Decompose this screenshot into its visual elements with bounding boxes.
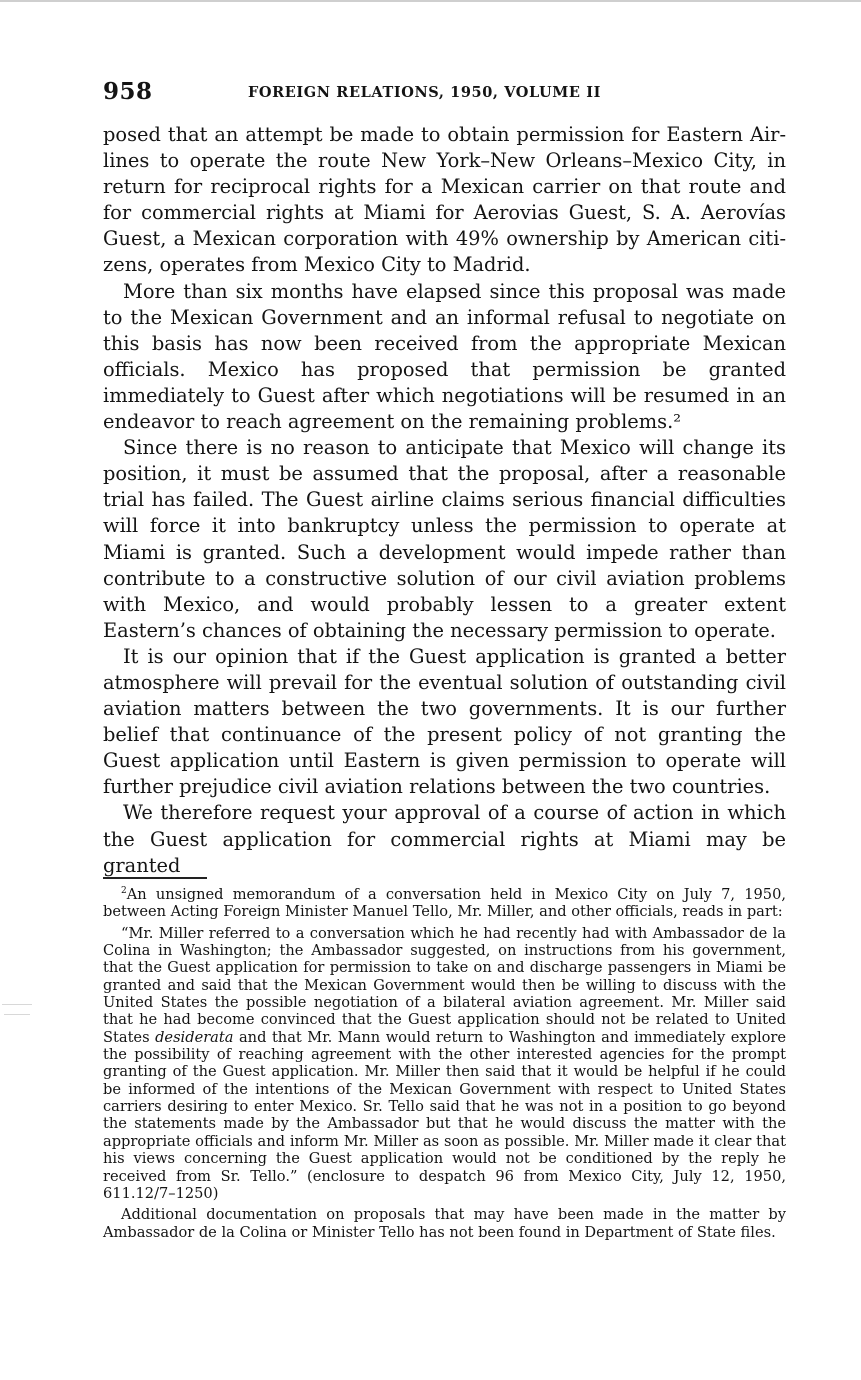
footnote-quote-part-2: and that Mr. Mann would return to Washington and immediately explore the possibility of reaching agreement with the other interested agencies for the prompt granting of the Guest application. Mr. Miller then said that it would be helpful if he could be informed of the intentions of the Mexican Government with respect to United States carriers desiring to enter Mexico. Sr. Tello said that he was not in a position to go beyond the statements made by the Ambassador but that he would discuss the matter with the appropriate officials and inform Mr. Miller as soon as possible. Mr. Miller made it clear that his views concerning the Guest application would not be conditioned by the reply he received from Sr. Tello.” (enclosure to despatch 96 from Mexico City, July 12, 1950, 611.12/7–1250) (103, 1028, 787, 1202)
footnotes (103, 886, 786, 1245)
scan-mark (4, 1014, 30, 1015)
paragraph-1: posed that an attempt be made to obtain permission for Eastern Airlines to operate the route New York–New Orleans–Mexico City, in return for reciprocal rights for a Mexican carrier on that route and for commercial rights at Miami for Aerovias Guest, S. A. Aerovías Guest, a Mexican corporation with 49% ownership by American citizens, operates from Mexico City to Madrid. (103, 123, 786, 277)
footnote-quote (103, 925, 786, 1203)
paragraph-4: It is our opinion that if the Guest application is granted a better atmosphere will prevail for the eventual solution of outstanding civil aviation matters between the two governments. It is our further belief that continuance of the present policy of not granting the Guest application until Eastern is given permission to operate will further prejudice civil aviation relations between the two countries. (103, 644, 786, 799)
page-number: 958 (103, 78, 153, 105)
page-top-edge (0, 0, 861, 2)
footnote-quote-part-1: “Mr. Miller referred to a conversation which he had recently had with Ambassador de la Colina in Washington; the Ambassador suggested, on instructions from his government, that the Guest application for permission to take on and discharge passengers in Miami be granted and said that the Mexican Government would then be willing to discuss with the United States the possible negotiation of a bilateral aviation agreement. Mr. Miller said that he had become convinced that the Guest application should not be related to United States (103, 924, 786, 1046)
running-head: FOREIGN RELATIONS, 1950, VOLUME II (248, 84, 602, 101)
footnote-marker: 2 (121, 886, 127, 897)
paragraph-5: We therefore request your approval of a course of action in which the Guest application for commercial rights at Miami may be granted (103, 801, 786, 877)
footnote-rule (103, 877, 207, 879)
page-header (103, 78, 786, 110)
paragraph-2: More than six months have elapsed since this proposal was made to the Mexican Government and an informal refusal to negotiate on this basis has now been received from the appropriate Mexican officials. Mexico has proposed that permission be granted immediately to Guest after which negotiations will be resumed in an endeavor to reach agreement on the remaining problems.² (103, 279, 786, 434)
paragraph-3: Since there is no reason to anticipate that Mexico will change its position, it must be assumed that the proposal, after a reasonable trial has failed. The Guest airline claims serious financial difficulties will force it into bankruptcy unless the permission to operate at Miami is granted. Such a development would impede rather than contribute to a constructive solution of our civil aviation problems with Mexico, and would probably lessen to a greater extent Eastern’s chances of obtaining the necessary permission to operate. (103, 436, 786, 642)
margin-scan-marks (0, 1000, 40, 1030)
footnote-additional: Additional documentation on proposals that may have been made in the matter by Ambassador de la Colina or Minister Tello has not been found in Department of State files. (103, 1206, 786, 1241)
footnote-quote-italic: desiderata (155, 1028, 234, 1046)
footnote-2 (103, 886, 786, 921)
footnote-intro: An unsigned memorandum of a conversation held in Mexico City on July 7, 1950, between Acting Foreign Minister Manuel Tello, Mr. Miller, and other officials, reads in part: (103, 886, 786, 921)
scan-mark (2, 1004, 32, 1005)
body-text (103, 122, 786, 879)
